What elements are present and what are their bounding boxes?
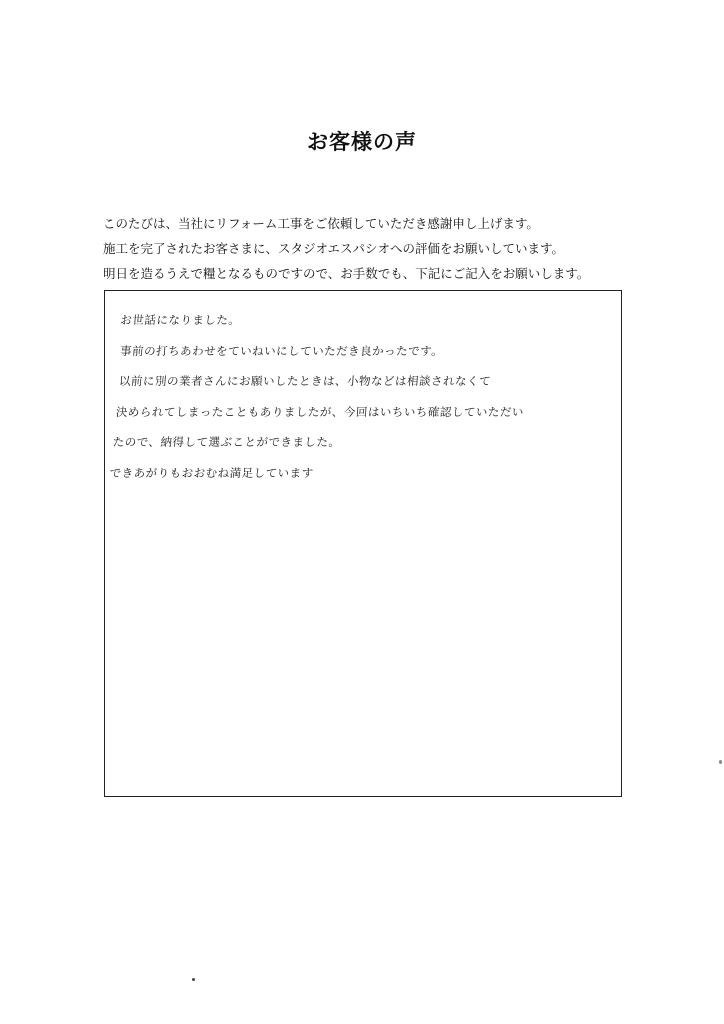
handwritten-response bbox=[109, 305, 622, 488]
handwritten-line: 決められてしまったこともありましたが、今回はいちいち確認していただい bbox=[115, 404, 525, 419]
intro-paragraph bbox=[103, 211, 663, 286]
handwritten-line: お世話になりました。 bbox=[119, 313, 241, 327]
handwritten-line: たので、納得して選ぶことができました。 bbox=[112, 435, 342, 449]
intro-line: このたびは、当社にリフォーム工事をご依頼していただき感謝申し上げます。 bbox=[103, 216, 539, 231]
intro-line: 施工を完了されたお客さまに、スタジオエスパシオへの評価をお願いしています。 bbox=[103, 241, 565, 256]
scan-speck bbox=[192, 978, 195, 981]
page-title: お客様の声 bbox=[307, 129, 417, 154]
handwritten-line: 事前の打ちあわせをていねいにしていただき良かったです。 bbox=[119, 343, 444, 358]
handwritten-line: できあがりもおおむね満足しています bbox=[109, 465, 315, 480]
intro-line: 明日を造るうえで糧となるものですので、お手数でも、下記にご記入をお願いします。 bbox=[103, 266, 590, 281]
scan-speck bbox=[719, 760, 722, 764]
handwritten-line: 以前に別の業者さんにお願いしたときは、小物などは相談されなくて bbox=[118, 374, 492, 388]
customer-response-box bbox=[104, 290, 622, 797]
